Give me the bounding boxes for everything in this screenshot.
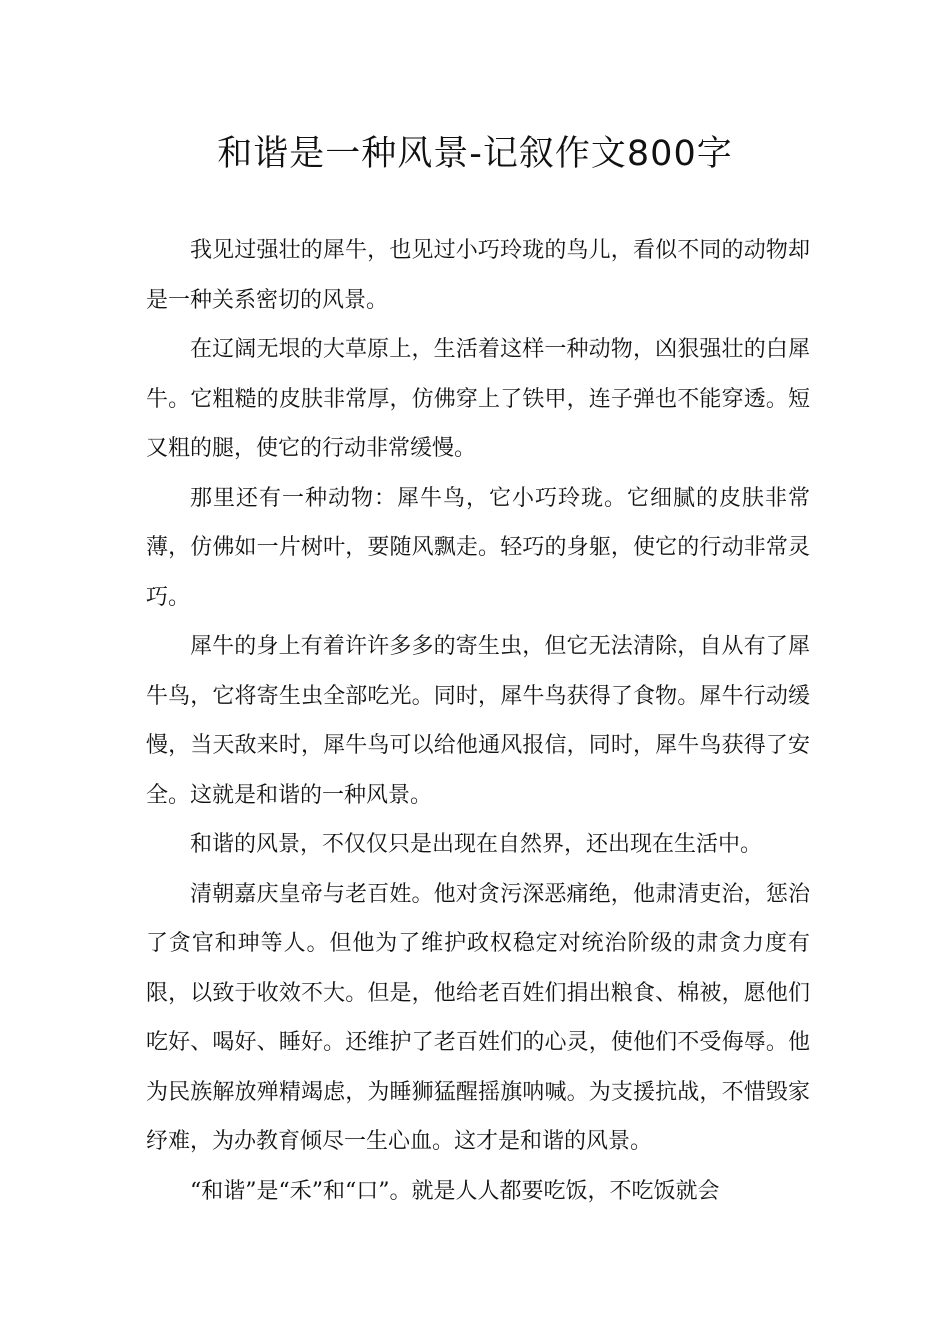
paragraph: 那里还有一种动物：犀牛鸟，它小巧玲珑。它细腻的皮肤非常薄，仿佛如一片树叶，要随风飘走。轻巧的身躯，使它的行动非常灵巧。: [146, 485, 810, 610]
paragraph: 清朝嘉庆皇帝与老百姓。他对贪污深恶痛绝，他肃清吏治，惩治了贪官和珅等人。但他为了维护政权稳定对统治阶级的肃贪力度有限，以致于收效不大。但是，他给老百姓们捐出粮食、棉被，愿他们吃好、喝好、睡好。还维护了老百姓们的心灵，使他们不受侮辱。他为民族解放殚精竭虑，为睡狮猛醒摇旗呐喊。为支援抗战，不惜毁家纾难，为办教育倾尽一生心血。这才是和谐的风景。: [146, 881, 810, 1154]
paragraph: 和谐的风景，不仅仅只是出现在自然界，还出现在生活中。: [190, 832, 763, 857]
paragraph: 我见过强壮的犀牛，也见过小巧玲珑的鸟儿，看似不同的动物却是一种关系密切的风景。: [146, 238, 810, 313]
paragraph: 犀牛的身上有着许许多多的寄生虫，但它无法清除，自从有了犀牛鸟，它将寄生虫全部吃光。同时，犀牛鸟获得了食物。犀牛行动缓慢，当天敌来时，犀牛鸟可以给他通风报信，同时，犀牛鸟获得了安全。这就是和谐的一种风景。: [146, 634, 810, 808]
document-body: [146, 226, 810, 1216]
paragraph: 在辽阔无垠的大草原上，生活着这样一种动物，凶狠强壮的白犀牛。它粗糙的皮肤非常厚，仿佛穿上了铁甲，连子弹也不能穿透。短又粗的腿，使它的行动非常缓慢。: [146, 337, 810, 461]
document-title: 和谐是一种风景-记叙作文800字: [217, 134, 733, 174]
paragraph: “和谐”是“禾”和“口”。就是人人都要吃饭，不吃饭就会: [190, 1178, 720, 1204]
